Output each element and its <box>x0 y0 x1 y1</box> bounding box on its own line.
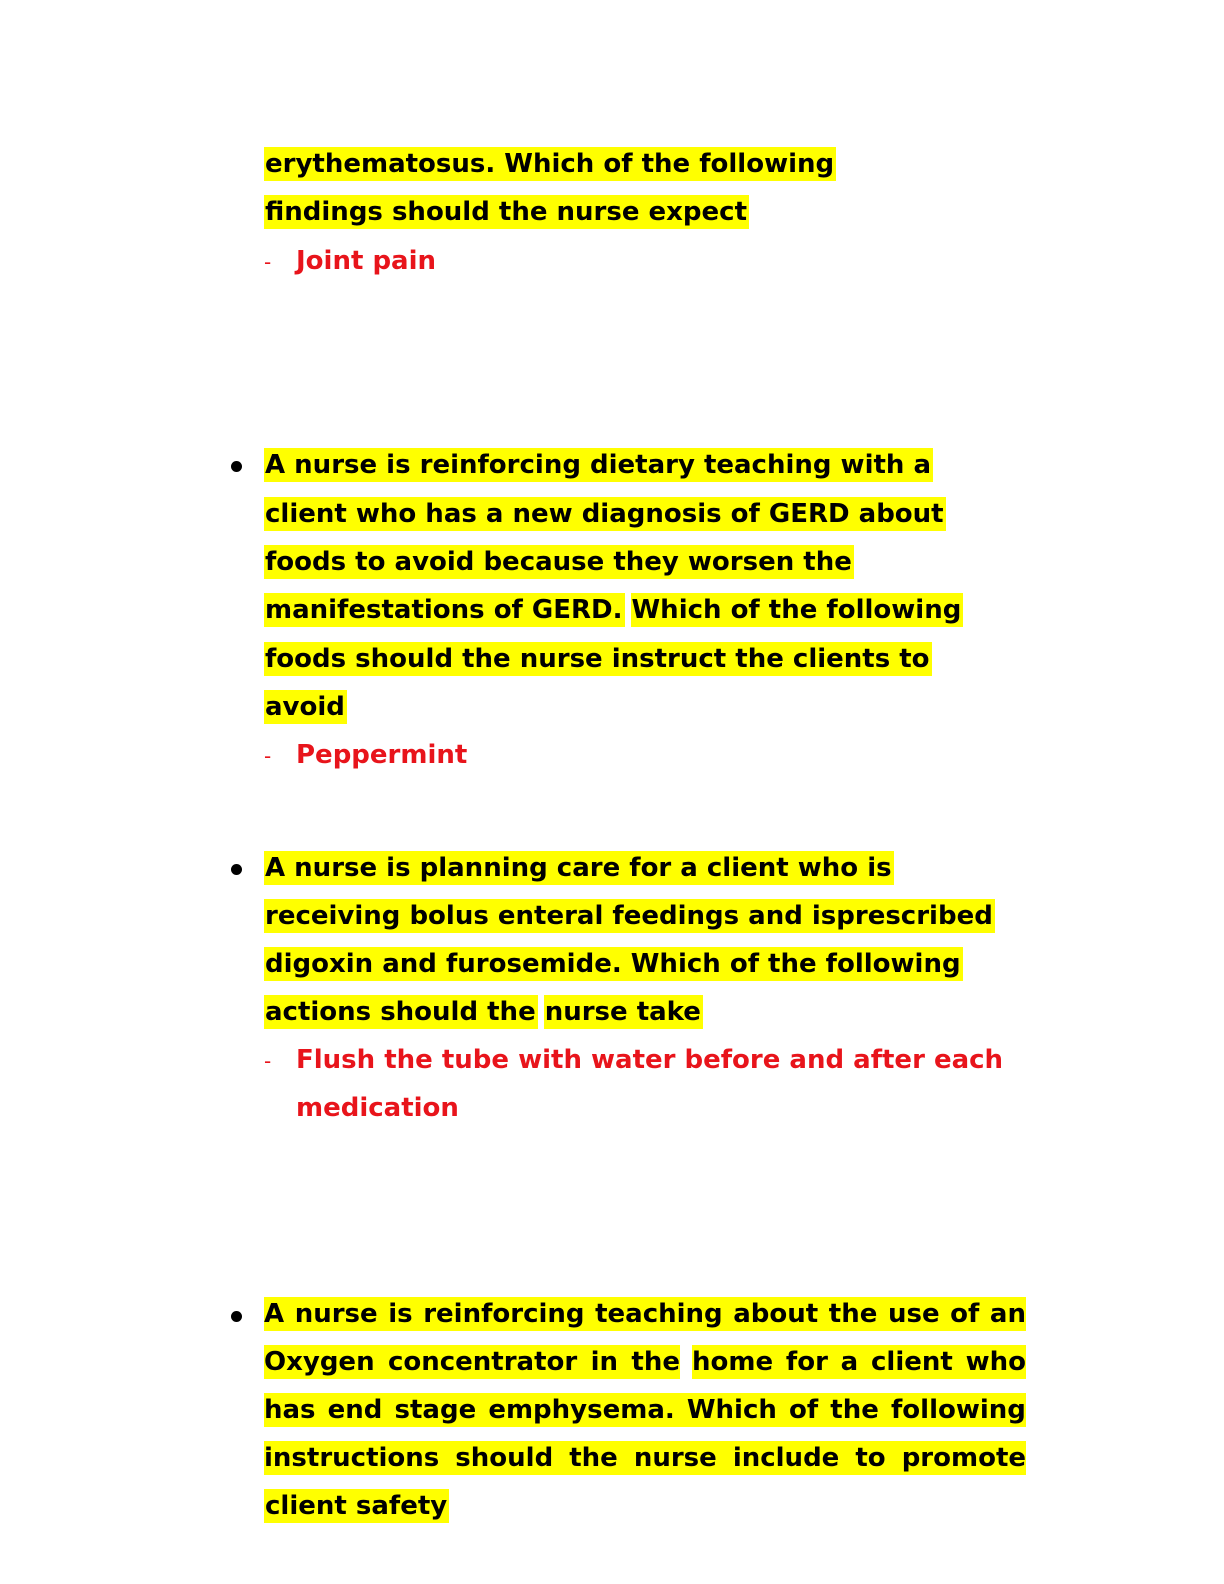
word: include <box>732 1443 840 1473</box>
word: a <box>840 1347 859 1377</box>
answer-line <box>264 1043 1003 1077</box>
word: Oxygen <box>264 1347 375 1377</box>
highlighted-text: A nurse is planning care for a client who is <box>265 853 892 883</box>
highlighted-text: Which of the following <box>631 595 962 625</box>
word: A <box>264 1299 285 1329</box>
word: end <box>327 1395 383 1425</box>
question-line <box>264 497 946 531</box>
word: reinforcing <box>423 1299 585 1329</box>
question-line <box>264 690 347 724</box>
question-line <box>264 1393 1026 1427</box>
highlighted-justified-text <box>692 1345 1026 1379</box>
highlighted-justified-text <box>264 1393 1026 1427</box>
question-line <box>264 147 836 181</box>
dash-marker: - <box>264 1049 272 1073</box>
answer-text: Peppermint <box>296 740 468 770</box>
answer-text: Joint pain <box>296 246 437 276</box>
word: in <box>590 1347 619 1377</box>
highlighted-text: actions should the <box>265 997 536 1027</box>
highlighted-justified-text <box>264 1441 1026 1475</box>
question-line <box>264 1297 1026 1331</box>
word: following <box>890 1395 1026 1425</box>
highlighted-text: client safety <box>265 1491 448 1521</box>
highlighted-text: foods to avoid because they worsen the <box>265 547 852 577</box>
highlighted-justified-text <box>264 1345 680 1379</box>
word: Which <box>686 1395 777 1425</box>
word: should <box>455 1443 554 1473</box>
word: home <box>692 1347 774 1377</box>
word: who <box>965 1347 1026 1377</box>
dash-marker: - <box>264 744 272 768</box>
highlighted-text: A nurse is reinforcing dietary teaching with a <box>265 450 932 480</box>
word: to <box>855 1443 886 1473</box>
highlighted-text: erythematosus. Which of the following <box>265 149 835 179</box>
word: nurse <box>294 1299 378 1329</box>
word: of <box>950 1299 980 1329</box>
highlighted-text: nurse take <box>544 997 701 1027</box>
word: nurse <box>633 1443 717 1473</box>
question-line <box>264 545 854 579</box>
answer-line <box>264 738 467 772</box>
highlighted-text: manifestations of GERD. <box>265 595 623 625</box>
word: use <box>887 1299 940 1329</box>
word: concentrator <box>387 1347 578 1377</box>
word: client <box>871 1347 953 1377</box>
word: an <box>989 1299 1026 1329</box>
highlighted-text: receiving bolus enteral feedings and isprescribed <box>265 901 993 931</box>
word: the <box>569 1443 618 1473</box>
answer-text: medication <box>296 1093 459 1123</box>
answer-line-continued <box>296 1091 459 1125</box>
word: for <box>785 1347 828 1377</box>
bullet-icon <box>231 864 242 875</box>
highlighted-justified-text <box>264 1297 1026 1331</box>
word: has <box>264 1395 316 1425</box>
answer-line <box>264 244 436 278</box>
word: stage <box>394 1395 477 1425</box>
highlighted-text: digoxin and furosemide. Which of the following <box>265 949 961 979</box>
question-line <box>264 1345 1026 1379</box>
word: the <box>828 1299 878 1329</box>
word: about <box>733 1299 819 1329</box>
question-line <box>264 642 932 676</box>
dash-marker: - <box>264 250 272 274</box>
question-line <box>264 947 963 981</box>
question-line <box>264 1441 1026 1475</box>
bullet-icon <box>231 1311 242 1322</box>
highlighted-text: client who has a new diagnosis of GERD about <box>265 499 944 529</box>
word: is <box>388 1299 413 1329</box>
question-line <box>264 995 703 1029</box>
word: of <box>789 1395 819 1425</box>
question-line <box>264 851 894 885</box>
word: promote <box>901 1443 1026 1473</box>
highlighted-text: avoid <box>265 692 345 722</box>
word: teaching <box>595 1299 723 1329</box>
word: emphysema. <box>488 1395 675 1425</box>
question-line <box>264 195 749 229</box>
bullet-icon <box>231 461 242 472</box>
question-line <box>264 1489 449 1523</box>
word: the <box>631 1347 680 1377</box>
highlighted-text: foods should the nurse instruct the clients to <box>265 644 930 674</box>
highlighted-text: findings should the nurse expect <box>265 197 748 227</box>
answer-text: Flush the tube with water before and after each <box>296 1045 1004 1075</box>
question-line <box>264 593 963 627</box>
question-line <box>264 899 995 933</box>
question-line <box>264 448 933 482</box>
word: instructions <box>264 1443 440 1473</box>
word: the <box>830 1395 879 1425</box>
